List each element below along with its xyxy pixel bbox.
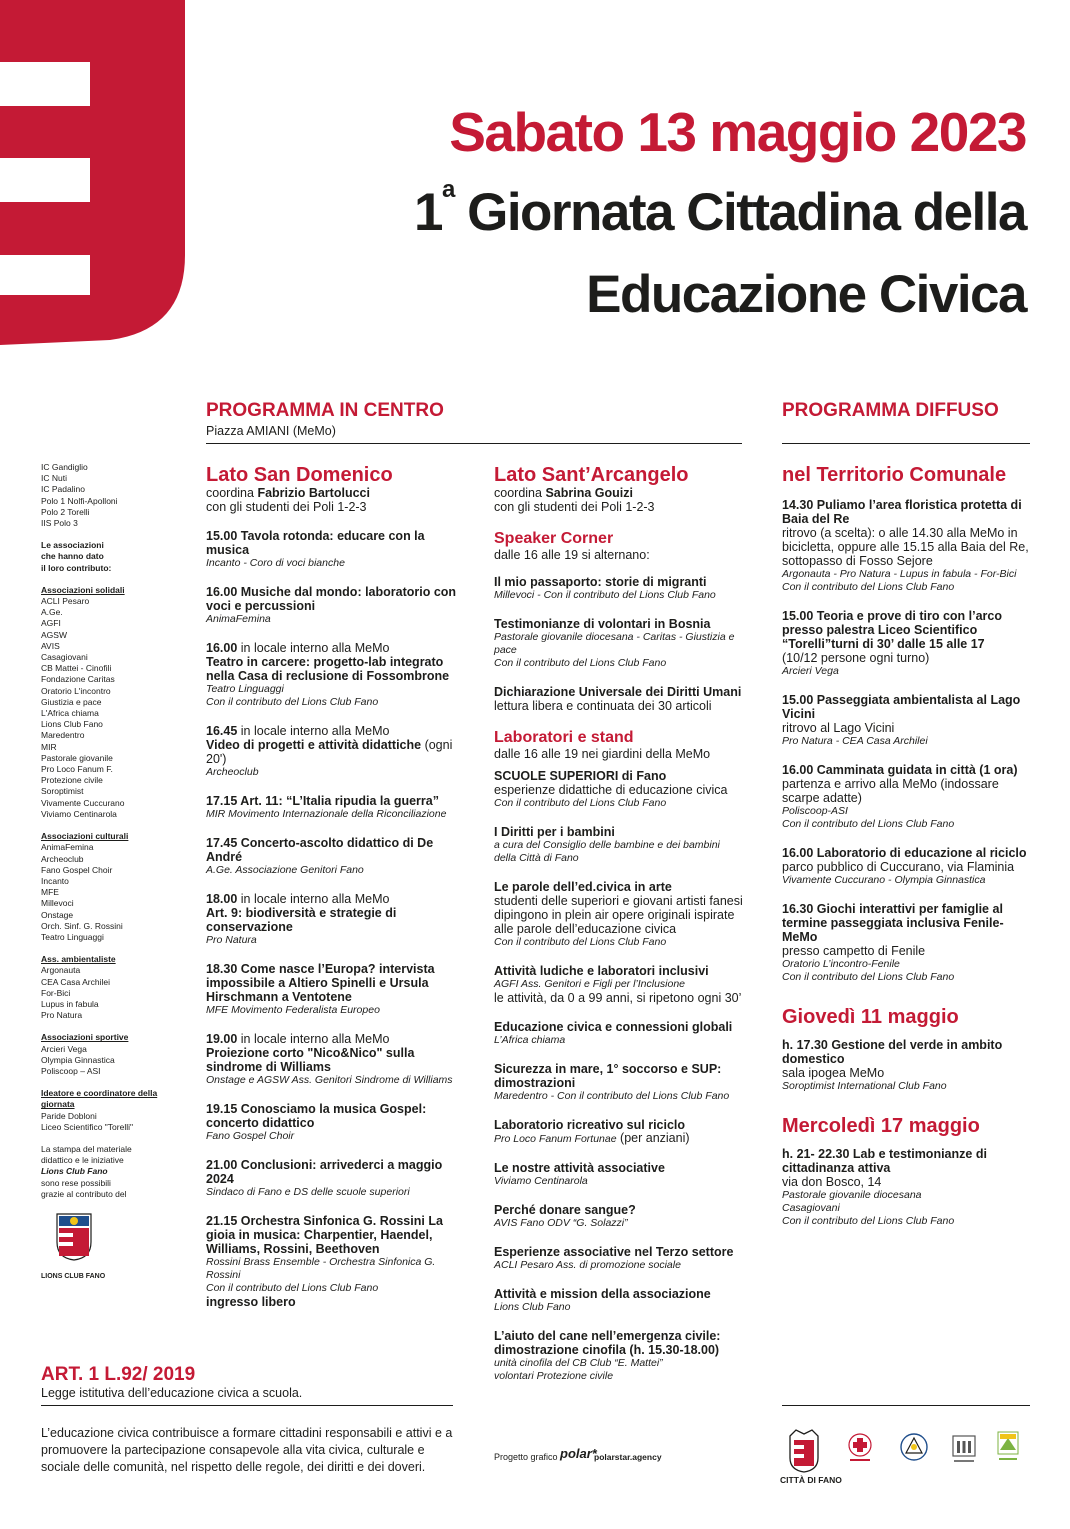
entry-organizer: Pro Natura	[206, 934, 257, 946]
association-item: Lions Club Fano	[41, 719, 103, 730]
memo-library-icon	[950, 1432, 978, 1466]
association-groups	[41, 585, 161, 1133]
entry-contribution: volontari Protezione civile	[494, 1370, 614, 1382]
entry-title	[206, 836, 466, 864]
entry-organizer	[494, 936, 744, 949]
entry-title-text: Art. 9: biodiversità e strategie di conservazione	[206, 906, 397, 934]
mercoledi-entry: h. 21- 22.30 Lab e testimonianze di cittadinanza attiva via don Bosco, 14 Pastorale giovanile diocesana Casagiovani Con il contributo del Lions Club Fano	[782, 1147, 987, 1227]
association-item: Argonauta	[41, 965, 81, 976]
coordinator: coordina Sabrina Gouizi	[494, 486, 633, 500]
school-item: Polo 1 Nolfi-Apolloni	[41, 495, 118, 506]
coordinator: coordina Fabrizio Bartolucci	[206, 486, 370, 500]
territory-entry	[782, 902, 1032, 984]
entry-title: Sicurezza in mare, 1° soccorso e SUP: dimostrazioni	[494, 1062, 722, 1090]
coordinator-sub: con gli studenti dei Poli 1-2-3	[206, 500, 367, 514]
entry-time-line	[206, 641, 466, 655]
column-territorio	[782, 464, 1032, 1228]
entry-title	[206, 585, 466, 613]
association-item: Fondazione Caritas	[41, 674, 115, 685]
entry-title: Educazione civica e connessioni globali	[494, 1020, 733, 1034]
program-entry	[206, 1214, 466, 1309]
entry-title: Attività ludiche e laboratori inclusivi	[494, 964, 709, 978]
entry-title-note: (ogni 20')	[206, 738, 453, 766]
entry-text: studenti delle superiori e giovani artisti fanesi dipingono in plein air opere originali ispirate alle parole dell’educazione civica	[494, 894, 743, 936]
entry-title-text: Come nasce l’Europa? intervista impossibile a Altiero Spinelli e Ursula Hirschmann a Ventotene	[206, 962, 435, 1004]
entry-text: (10/12 persone ogni turno)	[782, 651, 930, 665]
footer-text: L’educazione civica contribuisce a formare cittadini responsabili e attivi e a promuovere la partecipazione consapevole alla vita civica, culturale e sociale delle comunità, nel rispetto delle regole, dei diritti e dei doveri.	[41, 1426, 453, 1474]
lab-entry	[494, 1161, 744, 1188]
association-item: Casagiovani	[41, 652, 88, 663]
art-subtitle: Legge istitutiva dell’educazione civica a scuola.	[41, 1386, 303, 1400]
coordinator-sub: con gli studenti dei Poli 1-2-3	[494, 500, 655, 514]
entry-title	[206, 1046, 466, 1074]
school-item: Polo 2 Torelli	[41, 506, 90, 517]
red-cross-icon	[846, 1432, 874, 1464]
entry-time: 19.00	[206, 1032, 238, 1046]
entry-text: presso campetto di Fenile	[782, 944, 926, 958]
mercoledi-title: Mercoledì 17 maggio	[782, 1115, 980, 1137]
entry-title	[206, 794, 466, 808]
entry-organizer-text: L’Africa chiama	[494, 1034, 566, 1046]
entry-title-text: Orchestra Sinfonica G. Rossini La gioia in musica: Charpentier, Haendel, Williams, Rossini, Beethoven	[206, 1214, 443, 1256]
entry-organizer: Onstage e AGSW Ass. Genitori Sindrome di Williams	[206, 1074, 453, 1086]
program-entry	[206, 1158, 466, 1199]
association-item: CEA Casa Archilei	[41, 976, 110, 987]
entry-organizer-text: Maredentro - Con il contributo del Lions Club Fano	[494, 1090, 730, 1102]
polar-agency: polarstar.agency	[594, 1452, 662, 1462]
association-item: Liceo Scientifico "Torelli"	[41, 1121, 134, 1132]
association-group-title: Ass. ambientaliste	[41, 954, 116, 965]
entry-organizer	[494, 1175, 744, 1188]
entry-text: le attività, da 0 a 99 anni, si ripetono ogni 30’	[494, 991, 742, 1005]
entry-title: 16.00 Camminata guidata in città (1 ora)	[782, 763, 1018, 777]
entry-organizer	[494, 839, 744, 865]
entry-time: 16.00	[206, 641, 238, 655]
column-title: Lato Sant’Arcangelo	[494, 464, 689, 486]
entry-contribution: Con il contributo del Lions Club Fano	[782, 818, 955, 830]
speaker-entry	[494, 617, 744, 670]
laboratori-title: Laboratori e stand	[494, 729, 634, 746]
association-group	[41, 954, 161, 1021]
entry-time: 21.15	[206, 1214, 238, 1228]
entry-organizer-text: Lions Club Fano	[494, 1301, 571, 1313]
program-entry	[206, 836, 466, 877]
entry-title-text: Teatro in carcere: progetto-lab integrato nella Casa di reclusione di Fossombrone	[206, 655, 450, 683]
entry-time: 17.45	[206, 836, 238, 850]
citta-di-fano-label: CITTÀ DI FANO	[780, 1475, 842, 1485]
entry-organizer: Pastorale giovanile diocesana - Caritas - Giustizia e pace	[494, 631, 735, 656]
sidebar	[41, 462, 161, 1282]
entry-organizer: AnimaFemina	[206, 613, 271, 625]
lab-entry	[494, 1245, 744, 1272]
giovedi-entry: h. 17.30 Gestione del verde in ambito domestico sala ipogea MeMo Soroptimist International Club Fano	[782, 1038, 1003, 1092]
entry-organizer	[494, 1301, 744, 1314]
entry-time-line	[206, 1032, 466, 1046]
program-entry	[206, 1032, 466, 1087]
association-item: AGFI	[41, 618, 61, 629]
lab-entry	[494, 769, 744, 810]
entry-contribution: Con il contributo del Lions Club Fano	[782, 581, 955, 593]
entry-title: L’aiuto del cane nell’emergenza civile: dimostrazione cinofila (h. 15.30-18.00)	[494, 1329, 721, 1357]
entry-title	[206, 1158, 466, 1186]
entry-title-text: Proiezione corto "Nico&Nico" sulla sindrome di Williams	[206, 1046, 415, 1074]
association-item: A.Ge.	[41, 607, 63, 618]
lab-entry	[494, 1203, 744, 1230]
association-item: CB Mattei - Cinofili	[41, 663, 112, 674]
association-group-title: Associazioni sportive	[41, 1032, 129, 1043]
event-title-line1: 1$^a$ Giornata Cittadina della	[414, 176, 1026, 242]
fano-tourism-icon	[996, 1430, 1020, 1466]
association-group-title: Associazioni solidali	[41, 584, 125, 595]
association-group-title: Ideatore e coordinatore della giornata	[41, 1088, 158, 1110]
association-item: MIR	[41, 741, 57, 752]
entry-text: ritrovo al Lago Vicini	[782, 721, 895, 735]
divider	[782, 443, 1030, 444]
entry-organizer: Vivamente Cuccurano - Olympia Ginnastica	[782, 874, 986, 886]
association-item: Poliscoop – ASI	[41, 1065, 101, 1076]
lab-entry	[494, 1118, 744, 1146]
entry-text: partenza e arrivo alla MeMo (indossare scarpe adatte)	[782, 777, 999, 805]
association-item: Pro Loco Fanum F.	[41, 764, 113, 775]
entry-title	[206, 529, 466, 557]
association-item: Orch. Sinf. G. Rossini	[41, 920, 123, 931]
citta-di-fano-crest-icon	[782, 1428, 826, 1474]
entry-organizer	[494, 1259, 744, 1272]
entry-organizer: Fano Gospel Choir	[206, 1130, 295, 1142]
entry-title: Le nostre attività associative	[494, 1161, 665, 1175]
lab-entry	[494, 1287, 744, 1314]
program-entry	[206, 1102, 466, 1143]
territory-entry	[782, 693, 1032, 748]
entry-title	[206, 1102, 466, 1130]
entry-title	[206, 655, 466, 683]
entry-title: I Diritti per i bambini	[494, 825, 615, 839]
entry-organizer: MIR Movimento Internazionale della Riconciliazione	[206, 808, 447, 820]
territory-entry	[782, 609, 1032, 678]
school-item: IC Gandiglio	[41, 462, 88, 472]
entry-time: 19.15	[206, 1102, 238, 1116]
association-item: Teatro Linguaggi	[41, 931, 104, 942]
giovedi-title: Giovedì 11 maggio	[782, 1006, 959, 1028]
design-credit: Progetto grafico	[494, 1452, 558, 1462]
territory-entry	[782, 498, 1032, 594]
entry-title: 14.30 Puliamo l’area floristica protetta di Baia del Re	[782, 498, 1022, 526]
entry-title	[206, 738, 466, 766]
association-item: Vivamente Cuccurano	[41, 797, 125, 808]
entry-title: 15.00 Teoria e prove di tiro con l’arco presso palestra Liceo Scientifico “Torelli”turni di 30’ dalle 15 alle 17	[782, 609, 1002, 651]
association-group	[41, 1032, 161, 1077]
entry-title: 16.30 Giochi interattivi per famiglie al termine passeggiata inclusiva Fenile-MeMo	[782, 902, 1004, 944]
entry-title: Esperienze associative nel Terzo settore	[494, 1245, 734, 1259]
association-item: Protezione civile	[41, 775, 103, 786]
column-lato-sant-arcangelo	[494, 464, 744, 1383]
program-entry	[206, 962, 466, 1017]
entry-title: SCUOLE SUPERIORI di Fano	[494, 769, 667, 783]
entry-time: 18.00	[206, 892, 238, 906]
association-item: MFE	[41, 887, 59, 898]
association-item: L'Africa chiama	[41, 708, 99, 719]
association-item: AnimaFemina	[41, 842, 94, 853]
entry-title: Il mio passaporto: storie di migranti	[494, 575, 707, 589]
association-item: Giustizia e pace	[41, 696, 102, 707]
entry-organizer: Archeoclub	[206, 766, 259, 778]
entry-organizer: Rossini Brass Ensemble - Orchestra Sinfonica G. Rossini	[206, 1256, 436, 1281]
event-title-line2: Educazione Civica	[586, 265, 1026, 324]
stampa-note: La stampa del materiale didattico e le iniziative Lions Club Fano sono rese possibili grazie al contributo del	[41, 1143, 132, 1199]
entry-contribution: Con il contributo del Lions Club Fano	[206, 1282, 379, 1294]
entry-title-text: Video di progetti e attività didattiche	[206, 738, 422, 752]
program-entry	[206, 585, 466, 626]
entry-organizer	[494, 1132, 744, 1146]
programma-centro-subtitle: Piazza AMIANI (MeMo)	[206, 424, 336, 438]
speaker-entry	[494, 575, 744, 602]
program-entry	[206, 794, 466, 821]
association-item: Pastorale giovanile	[41, 752, 113, 763]
entry-organizer: Millevoci - Con il contributo del Lions Club Fano	[494, 589, 716, 601]
association-item: ACLI Pesaro	[41, 596, 90, 607]
entry-contribution: Con il contributo del Lions Club Fano	[206, 696, 379, 708]
programma-diffuso-title: PROGRAMMA DIFFUSO	[782, 400, 999, 421]
entry-organizer-text: a cura del Consiglio delle bambine e dei bambini della Città di Fano	[494, 839, 720, 864]
column-title: Lato San Domenico	[206, 464, 393, 486]
entry-title: Attività e mission della associazione	[494, 1287, 711, 1301]
speaker-corner-title: Speaker Corner	[494, 530, 614, 547]
speaker-corner-sub: dalle 16 alle 19 si alternano:	[494, 548, 650, 562]
programma-centro-title: PROGRAMMA IN CENTRO	[206, 400, 444, 421]
program-entry	[206, 641, 466, 709]
lab-entry	[494, 1062, 744, 1103]
association-group-title: Associazioni culturali	[41, 831, 129, 842]
entry-organizer-text: Con il contributo del Lions Club Fano	[494, 936, 667, 948]
lab-entry	[494, 1329, 744, 1383]
entry-text: esperienze didattiche di educazione civica	[494, 783, 728, 797]
column-title: nel Territorio Comunale	[782, 464, 1007, 486]
entry-organizer: Teatro Linguaggi	[206, 683, 284, 695]
protezione-civile-icon	[896, 1432, 932, 1466]
entry-organizer	[494, 978, 744, 991]
entry-organizer-text: Con il contributo del Lions Club Fano	[494, 797, 667, 809]
entry-organizer	[494, 1090, 744, 1103]
association-item: Fano Gospel Choir	[41, 864, 113, 875]
divider	[782, 1405, 1030, 1406]
entry-organizer: A.Ge. Associazione Genitori Fano	[206, 864, 364, 876]
entry-title: Perché donare sangue?	[494, 1203, 636, 1217]
entry-organizer	[494, 1217, 744, 1230]
entry-organizer-text: Viviamo Centinarola	[494, 1175, 588, 1187]
entry-title: 15.00 Passeggiata ambientalista al Lago Vicini	[782, 693, 1021, 721]
association-item: Pro Natura	[41, 1010, 83, 1021]
association-item: Archeoclub	[41, 853, 84, 864]
entry-title-text: Conclusioni: arrivederci a maggio 2024	[206, 1158, 443, 1186]
entry-contribution: Con il contributo del Lions Club Fano	[494, 657, 667, 669]
entry-organizer: Sindaco di Fano e DS delle scuole superiori	[206, 1186, 410, 1198]
entry-organizer: MFE Movimento Federalista Europeo	[206, 1004, 380, 1016]
program-entry	[206, 529, 466, 570]
entry-title-text: Tavola rotonda: educare con la musica	[206, 529, 425, 557]
entry-organizer: Oratorio L’incontro-Fenile	[782, 958, 900, 970]
entry-location: in locale interno alla MeMo	[240, 892, 390, 906]
entry-title-text: Musiche dal mondo: laboratorio con voci e percussioni	[206, 585, 457, 613]
entry-organizer-text: unità cinofila del CB Club “E. Mattei”	[494, 1357, 663, 1369]
association-item: Incanto	[41, 875, 69, 886]
entry-title-text: Art. 11: “L’Italia ripudia la guerra”	[240, 794, 439, 808]
entry-organizer: Pro Natura - CEA Casa Archilei	[782, 735, 928, 747]
program-entry	[206, 892, 466, 947]
entry-time: 17.15	[206, 794, 238, 808]
entry-text: ritrovo (a scelta): o alle 14.30 alla MeMo in bicicletta, oppure alle 15.15 alla Baia del Re, sottopasso di Fosso Sejore	[782, 526, 1029, 568]
polar-logo: polar*	[560, 1446, 597, 1461]
territory-entry	[782, 846, 1032, 887]
entry-title	[206, 962, 466, 1004]
associations-intro: Le associazioni che hanno dato il loro contributo:	[41, 540, 112, 573]
entry-organizer-text: Pro Loco Fanum Fortunae	[494, 1133, 617, 1145]
entry-organizer	[494, 797, 744, 810]
association-item: AGSW	[41, 629, 67, 640]
lab-entry	[494, 825, 744, 865]
schools-list	[41, 462, 161, 529]
association-group	[41, 585, 161, 820]
school-item: IC Nuti	[41, 473, 67, 484]
lions-club-label: LIONS CLUB FANO	[41, 1273, 106, 1281]
entry-text: parco pubblico di Cuccurano, via Flaminia	[782, 860, 1015, 874]
divider	[206, 443, 742, 444]
entry-title: 16.00 Laboratorio di educazione al riciclo	[782, 846, 1027, 860]
territory-entry	[782, 763, 1032, 831]
column-lato-san-domenico	[206, 464, 466, 1309]
association-item: Millevoci	[41, 898, 74, 909]
association-group	[41, 831, 161, 943]
entry-organizer: Argonauta - Pro Natura - Lupus in fabula - For-Bici	[782, 568, 1017, 580]
lab-entry	[494, 1020, 744, 1047]
entry-organizer	[494, 1034, 744, 1047]
entry-location: in locale interno alla MeMo	[240, 724, 390, 738]
entry-location: in locale interno alla MeMo	[240, 1032, 390, 1046]
laboratori-sub: dalle 16 alle 19 nei giardini della MeMo	[494, 747, 711, 761]
entry-organizer-text: AGFI Ass. Genitori e Figli per l’Inclusione	[494, 978, 686, 990]
association-item: Paride Dobloni	[41, 1110, 97, 1121]
association-item: Olympia Ginnastica	[41, 1054, 115, 1065]
association-group	[41, 1088, 161, 1133]
lions-club-logo	[55, 1212, 93, 1262]
entry-time: 16.45	[206, 724, 238, 738]
entry-time: 18.30	[206, 962, 238, 976]
entry-title	[206, 1214, 466, 1256]
speaker-entry	[494, 685, 744, 713]
entry-time: 15.00	[206, 529, 238, 543]
entry-organizer	[494, 1357, 744, 1370]
entry-title-text: Concerto-ascolto didattico di De André	[206, 836, 434, 864]
entry-contribution: Con il contributo del Lions Club Fano	[782, 971, 955, 983]
lab-entry	[494, 964, 744, 1005]
association-item: Viviamo Centinarola	[41, 808, 117, 819]
association-item: Arcieri Vega	[41, 1043, 87, 1054]
entry-title: Testimonianze di volontari in Bosnia	[494, 617, 711, 631]
school-item: IIS Polo 3	[41, 518, 78, 529]
entry-tail: ingresso libero	[206, 1295, 296, 1309]
entry-organizer: Arcieri Vega	[782, 665, 839, 677]
lab-entry	[494, 880, 744, 949]
entry-organizer-text: AVIS Fano ODV “G. Solazzi”	[494, 1217, 628, 1229]
association-item: Onstage	[41, 909, 74, 920]
program-entry	[206, 724, 466, 779]
entry-organizer: Incanto - Coro di voci bianche	[206, 557, 345, 569]
entry-title: Laboratorio ricreativo sul riciclo	[494, 1118, 686, 1132]
entry-organizer: Poliscoop-ASI	[782, 805, 848, 817]
association-item: AVIS	[41, 640, 60, 651]
entry-title	[206, 906, 466, 934]
entry-title: Le parole dell’ed.civica in arte	[494, 880, 672, 894]
school-item: IC Padalino	[41, 484, 85, 495]
art-title: ART. 1 L.92/ 2019	[41, 1364, 196, 1385]
entry-note: (per anziani)	[616, 1131, 690, 1145]
divider	[41, 1405, 453, 1406]
entry-text: lettura libera e continuata dei 30 articoli	[494, 699, 712, 713]
entry-organizer-text: ACLI Pesaro Ass. di promozione sociale	[494, 1259, 681, 1271]
entry-title: Dichiarazione Universale dei Diritti Umani	[494, 685, 742, 699]
entry-time: 21.00	[206, 1158, 238, 1172]
event-date: Sabato 13 maggio 2023	[449, 101, 1026, 163]
entry-time-line	[206, 724, 466, 738]
association-item: For-Bici	[41, 987, 71, 998]
association-item: Oratorio L'incontro	[41, 685, 111, 696]
association-item: Soroptimist	[41, 786, 84, 797]
association-item: Maredentro	[41, 730, 85, 741]
logo-e-shape	[0, 0, 185, 345]
entry-time: 16.00	[206, 585, 238, 599]
association-item: Lupus in fabula	[41, 998, 99, 1009]
entry-title-text: Conosciamo la musica Gospel: concerto didattico	[206, 1102, 427, 1130]
entry-time-line	[206, 892, 466, 906]
entry-location: in locale interno alla MeMo	[240, 641, 390, 655]
